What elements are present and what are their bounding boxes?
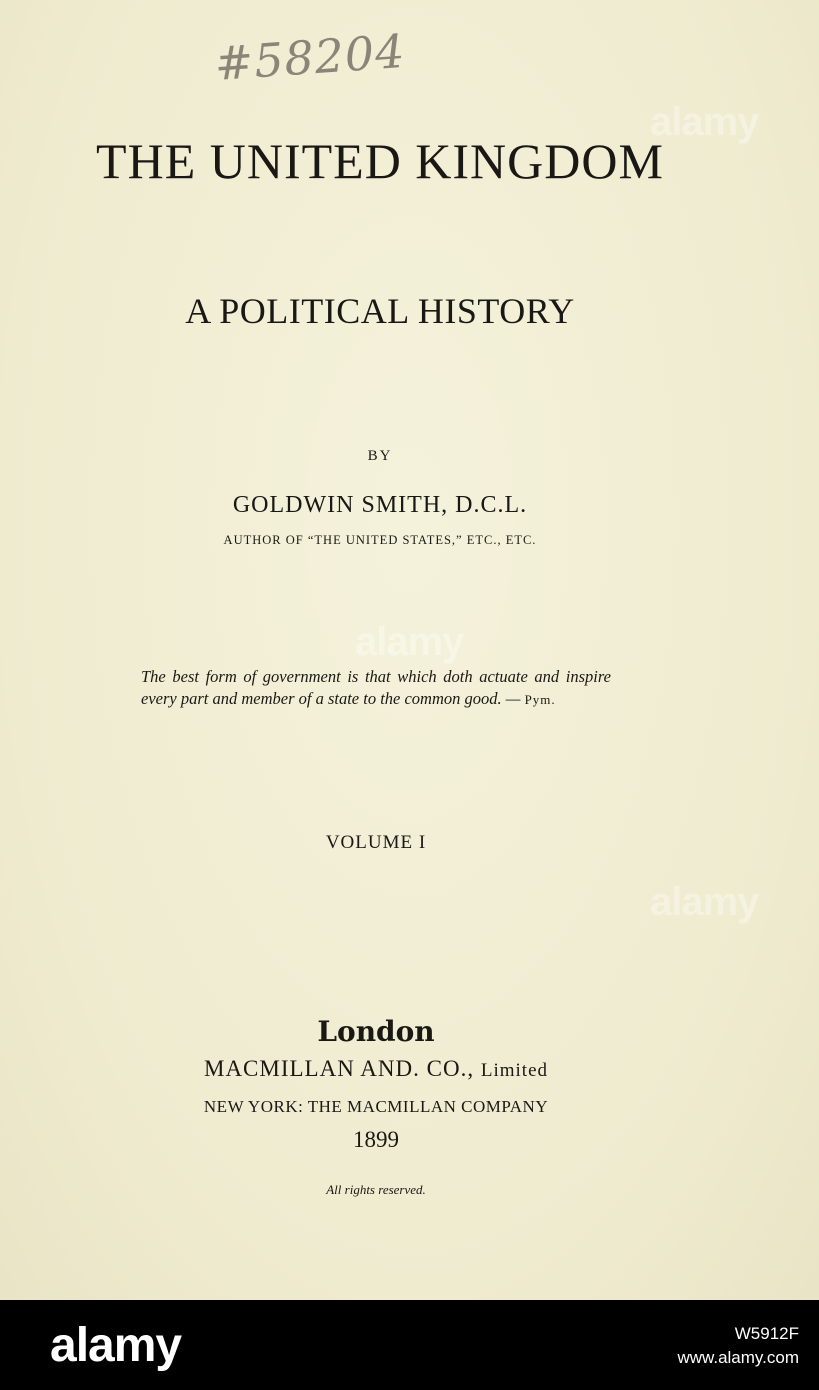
- volume-label: VOLUME I: [325, 832, 427, 853]
- alamy-logo: alamy: [50, 1319, 182, 1372]
- epigraph-attribution: Pym.: [524, 692, 556, 707]
- book-subtitle: A POLITICAL HISTORY: [185, 291, 575, 331]
- book-title: THE UNITED KINGDOM: [96, 133, 664, 189]
- publisher-name: MACMILLAN AND. CO.,: [204, 1056, 475, 1081]
- image-id: W5912F: [734, 1324, 799, 1343]
- author-name: GOLDWIN SMITH, D.C.L.: [232, 492, 528, 518]
- new-york-publisher: NEW YORK: THE MACMILLAN COMPANY: [203, 1097, 549, 1116]
- epigraph-quote: [141, 666, 611, 711]
- footer-url: www.alamy.com: [677, 1348, 799, 1367]
- publisher-suffix: Limited: [480, 1060, 548, 1081]
- publication-city: London: [317, 1015, 435, 1048]
- publication-year: 1899: [353, 1127, 399, 1152]
- watermark-logo: alamy: [355, 620, 464, 664]
- footer-info: [677, 1322, 799, 1370]
- publisher: [0, 1056, 752, 1082]
- watermark-logo: alamy: [650, 100, 759, 144]
- stock-footer-bar: [0, 1300, 819, 1390]
- watermark-logo: alamy: [650, 880, 759, 924]
- by-line: BY: [367, 448, 393, 464]
- rights-notice: All rights reserved.: [326, 1182, 426, 1197]
- epigraph-text: The best form of government is that which doth actuate and inspire every part and member of a state to the common good. —: [141, 667, 611, 708]
- author-note: AUTHOR OF “THE UNITED STATES,” ETC., ETC.: [223, 533, 537, 547]
- handwritten-catalog-number: #58204: [212, 23, 408, 92]
